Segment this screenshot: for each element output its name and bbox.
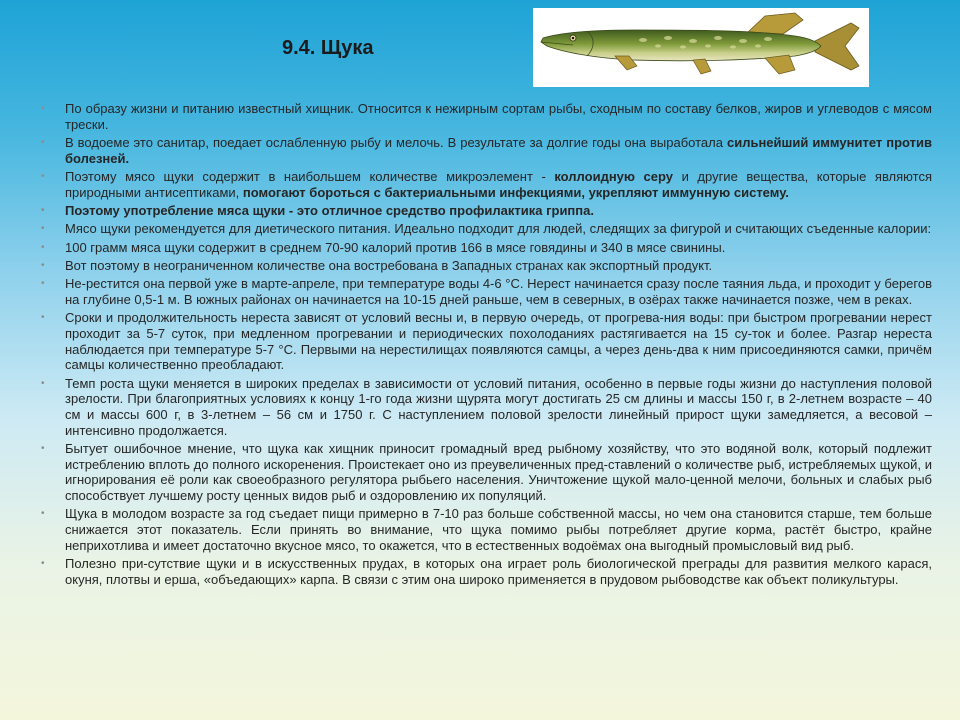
pike-fish-image — [533, 8, 869, 87]
bullet-dot-icon: • — [41, 171, 45, 182]
bullet-dot-icon: • — [41, 241, 45, 253]
bullet-dot-icon: • — [41, 312, 45, 324]
list-item: • Бытует ошибочное мнение, что щука как хищник приносит громадный вред рыбному хозяйству, что это водяной волк, который подлежит истреблению вплоть до полного искоренения. Проистекает оно из преувеличенных пред-ставлений о количестве рыб, истребляемых щукой, и игнорирования её роли как своеобразного регулятора рыбьего населения. Уничтожение щукой мало-ценной мелочи, больных и слабых рыб способствует лучшему росту ценных видов рыб и оздоровлению их популяций. — [41, 441, 932, 504]
bullet-list — [38, 101, 932, 590]
list-item: • Сроки и продолжительность нереста зависят от условий весны и, в первую очередь, от прогрева-ния воды: при быстром прогревании нерест проходит за 5-7 суток, при медленном прогревании и периодических похолоданиях растягивается на 15 су-ток и более. Разгар нереста наблюдается при температуре 5-7 °С. Первыми на нерестилищах появляются самцы, а через день-два к ним присоединяются самки, причём самцы количественно преобладают. — [41, 310, 932, 373]
list-item: • Полезно при-сутствие щуки и в искусственных прудах, в которых она играет роль биологической преграды для развития мелкого карася, окуня, плотвы и ерша, «объедающих» карпа. В связи с этим она широко применяется в прудовом рыбоводстве как объект поликультуры. — [41, 556, 932, 587]
list-item: • По образу жизни и питанию известный хищник. Относится к нежирным сортам рыбы, сходным по составу белков, жиров и углеводов с мясом трески. — [41, 101, 932, 132]
list-item: • Мясо щуки рекомендуется для диетического питания. Идеально подходит для людей, следящих за фигурой и считающих съеденные калории: — [41, 221, 932, 237]
bullet-dot-icon: • — [41, 377, 45, 389]
list-item: • Не-рестится она первой уже в марте-апреле, при температуре воды 4-6 °С. Нерест начинается сразу после таяния льда, и проходит у берегов на глубине 0,5-1 м. В южных районах он начинается на 10-15 дней раньше, чем в северных, в озёрах также начинается позже, чем в реках. — [41, 276, 932, 307]
bullet-dot-icon: • — [41, 137, 45, 148]
bullet-dot-icon: • — [41, 223, 45, 235]
list-item: • Темп роста щуки меняется в широких пределах в зависимости от условий питания, особенно в первые годы жизни до наступления половой зрелости. При благоприятных условиях к концу 1-го года жизни щурята могут достигать 25 см длины и массы 150 г, в 2-летнем возрасте – 40 см и массы 600 г, в 3-летнем – 56 см и 1750 г. С наступлением половой зрелости линейный прирост щуки замедляется, а весовой – интенсивно продолжается. — [41, 375, 932, 438]
bullet-dot-icon: • — [41, 558, 45, 570]
list-item: • 100 грамм мяса щуки содержит в среднем 70-90 калорий против 166 в мясе говядины и 340 в мясе свинины. — [41, 239, 726, 255]
bullet-dot-icon: • — [41, 205, 45, 216]
bullet-dot-icon: • — [41, 103, 45, 114]
list-item: • Вот поэтому в неограниченном количестве она востребована в Западных странах как экспортный продукт. — [41, 257, 713, 273]
list-item: • В водоеме это санитар, поедает ослабленную рыбу и мелочь. В результате за долгие годы она выработала сильнейший иммунитет против болезней. — [41, 135, 932, 166]
list-item: • Поэтому употребление мяса щуки - это отличное средство профилактика гриппа. — [41, 203, 594, 218]
list-item: • Щука в молодом возрасте за год съедает пищи примерно в 7-10 раз больше собственной массы, но чем она становится старше, тем больше снижается этот показатель. Если принять во внимание, что щука помимо рыбы потребляет другие корма, растёт быстро, крайне неприхотлива и имеет достаточно вкусное мясо, то окажется, что в естественных водоёмах она выгодный промысловый вид рыб. — [41, 506, 932, 553]
bullet-dot-icon: • — [41, 508, 45, 520]
slide-title: 9.4. Щука — [282, 37, 374, 59]
bullet-dot-icon: • — [41, 278, 45, 290]
bullet-dot-icon: • — [41, 259, 45, 271]
bullet-dot-icon: • — [41, 443, 45, 454]
list-item: • Поэтому мясо щуки содержит в наибольшем количестве микроэлемент - коллоидную серу и другие вещества, которые являются природными антисептиками, помогают бороться с бактериальными инфекциями, укрепляют иммунную систему. — [41, 169, 932, 200]
